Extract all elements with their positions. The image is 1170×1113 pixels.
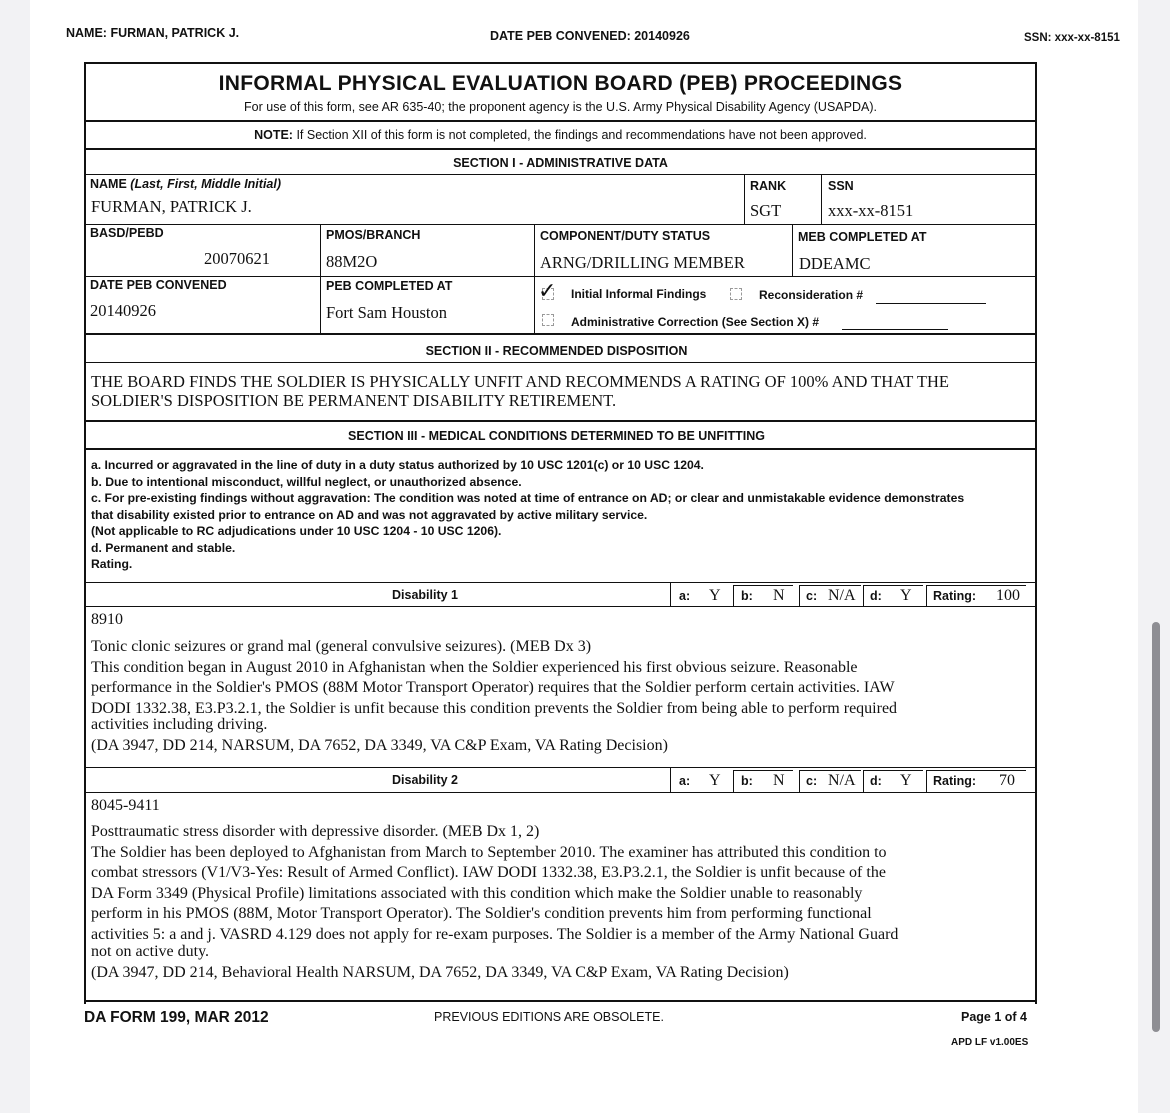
disability-1-line: performance in the Soldier's PMOS (88M Motor Transport Operator) requires that the Soldier perform certain activities. IAW: [91, 679, 895, 696]
disability-1-line: Tonic clonic seizures or grand mal (general convulsive seizures). (MEB Dx 3): [91, 638, 592, 655]
meb-label: MEB COMPLETED AT: [798, 230, 927, 244]
header-name: NAME: FURMAN, PATRICK J.: [66, 26, 240, 40]
disability-1-b-label: b:: [741, 589, 753, 603]
disposition-line-2: SOLDIER'S DISPOSITION BE PERMANENT DISABILITY RETIREMENT.: [91, 391, 617, 410]
divider: [86, 792, 1035, 793]
name-value: FURMAN, PATRICK J.: [91, 197, 252, 216]
divider: [86, 333, 1035, 335]
criteria-c-note: (Not applicable to RC adjudications under 10 USC 1204 - 10 USC 1206).: [91, 524, 502, 538]
disability-2-line: (DA 3947, DD 214, Behavioral Health NARSUM, DA 7652, DA 3349, VA C&P Exam, VA Rating Decision): [91, 963, 789, 981]
disability-2-a: Y: [709, 772, 721, 789]
divider: [86, 582, 1035, 583]
date-label: DATE PEB CONVENED: [90, 278, 227, 292]
meb-value: DDEAMC: [799, 254, 871, 273]
disability-1-b: N: [773, 587, 785, 604]
disability-1-title: Disability 1: [392, 588, 458, 602]
pmos-label: PMOS/BRANCH: [326, 228, 421, 242]
name-hint: (Last, First, Middle Initial): [130, 177, 281, 191]
note-label: NOTE:: [254, 128, 293, 142]
disability-1-line: DODI 1332.38, E3.P3.2.1, the Soldier is unfit because this condition prevents the Soldier from being able to perform required: [91, 699, 898, 717]
divider: [792, 224, 793, 277]
disability-2-a-label: a:: [679, 774, 691, 788]
ssn-label: SSN: [828, 179, 854, 193]
disability-2-rating-label: Rating:: [933, 774, 977, 788]
criteria-a: a. Incurred or aggravated in the line of duty in a duty status authorized by 10 USC 1201(c) or 10 USC 1204.: [91, 458, 704, 472]
disability-2-c-label: c:: [806, 774, 818, 788]
component-label: COMPONENT/DUTY STATUS: [540, 229, 711, 243]
criteria-list: [91, 457, 1031, 573]
reconsideration-checkbox[interactable]: [730, 288, 742, 300]
disability-1-a: Y: [709, 587, 721, 604]
disability-2-c: N/A: [828, 772, 856, 789]
obsolete-notice: PREVIOUS EDITIONS ARE OBSOLETE.: [434, 1010, 664, 1024]
divider: [821, 174, 822, 225]
divider: [86, 148, 1035, 150]
form-version: APD LF v1.00ES: [951, 1037, 1029, 1048]
criteria-d: d. Permanent and stable.: [91, 540, 236, 555]
initial-findings-label: Initial Informal Findings: [571, 287, 707, 301]
disability-1-line: This condition began in August 2010 in Afghanistan when the Soldier experienced his first obvious seizure. Reasonable: [91, 658, 858, 676]
form-subtitle: For use of this form, see AR 635-40; the proponent agency is the U.S. Army Physical Disability Agency (USAPDA).: [244, 100, 877, 114]
basd-label: BASD/PEBD: [90, 226, 164, 240]
checkmark-icon: ✓: [538, 278, 557, 303]
disability-2-d: Y: [900, 772, 912, 789]
name-label-text: NAME: [90, 177, 127, 191]
section3-heading: SECTION III - MEDICAL CONDITIONS DETERMINED TO BE UNFITTING: [348, 429, 765, 443]
disability-2-line: DA Form 3349 (Physical Profile) limitations associated with this condition which make the Soldier unable to reasonably: [91, 884, 863, 902]
criteria-c: c. For pre-existing findings without aggravation: The condition was noted at time of entrance on AD; or clear and unmistakable evidence demonstrates: [91, 491, 965, 505]
disability-2-title: Disability 2: [392, 773, 458, 787]
admin-correction-line[interactable]: [842, 329, 948, 330]
criteria-c-cont: that disability existed prior to entrance on AD and was not aggravated by active military service.: [91, 507, 648, 522]
basd-value: 20070621: [204, 249, 270, 268]
admin-correction-checkbox[interactable]: [542, 314, 554, 326]
reconsideration-line[interactable]: [876, 303, 986, 304]
disability-1-a-label: a:: [679, 589, 691, 603]
divider: [86, 606, 1035, 607]
disability-1-d-label: d:: [870, 589, 882, 603]
divider: [86, 276, 1035, 277]
disability-2-rating: 70: [999, 772, 1015, 789]
divider: [86, 362, 1035, 363]
form-note: [86, 128, 1035, 142]
disability-2-line: not on active duty.: [91, 943, 210, 960]
rank-value: SGT: [750, 201, 782, 220]
divider: [86, 224, 1035, 225]
header-ssn: SSN: xxx-xx-8151: [1024, 32, 1120, 44]
disability-2-d-label: d:: [870, 774, 882, 788]
disability-2-line: Posttraumatic stress disorder with depressive disorder. (MEB Dx 1, 2): [91, 823, 540, 840]
date-value: 20140926: [90, 301, 156, 320]
disability-1-line: (DA 3947, DD 214, NARSUM, DA 7652, DA 3349, VA C&P Exam, VA Rating Decision): [91, 736, 668, 754]
divider: [86, 174, 1035, 175]
disability-2-line: perform in his PMOS (88M, Motor Transport Operator). The Soldier's condition prevents him from performing functional: [91, 905, 872, 922]
peb-at-value: Fort Sam Houston: [326, 303, 448, 322]
disability-2-text: [91, 822, 1031, 983]
disability-1-c: N/A: [828, 587, 856, 604]
form-title: INFORMAL PHYSICAL EVALUATION BOARD (PEB) PROCEEDINGS: [218, 72, 903, 95]
section1-heading: SECTION I - ADMINISTRATIVE DATA: [453, 156, 668, 170]
form-bottom-border: [84, 1000, 1037, 1002]
section2-heading: SECTION II - RECOMMENDED DISPOSITION: [425, 344, 688, 358]
scrollbar-thumb[interactable]: [1152, 622, 1160, 1032]
form-id: DA FORM 199, MAR 2012: [84, 1009, 269, 1026]
rank-label: RANK: [750, 179, 787, 193]
disposition-line-1: THE BOARD FINDS THE SOLDIER IS PHYSICALLY UNFIT AND RECOMMENDS A RATING OF 100% AND THAT THE: [91, 372, 949, 391]
disability-1-text: [91, 637, 1031, 756]
component-value: ARNG/DRILLING MEMBER: [540, 253, 745, 272]
disability-1-c-label: c:: [806, 589, 818, 603]
criteria-rating: Rating.: [91, 557, 133, 571]
disability-2-line: The Soldier has been deployed to Afghanistan from March to September 2010. The examiner has attributed this condition to: [91, 843, 887, 861]
disability-2-line: combat stressors (V1/V3-Yes: Result of Armed Conflict). IAW DODI 1332.38, E3.P3.2.1, the Soldier is unfit because of the: [91, 864, 886, 881]
reconsideration-label: Reconsideration #: [759, 288, 864, 302]
divider: [320, 224, 321, 334]
divider: [534, 224, 535, 334]
divider: [670, 582, 671, 606]
admin-correction-label: Administrative Correction (See Section X) #: [571, 315, 820, 329]
disability-2-line: activities 5: a and j. VASRD 4.129 does not apply for re-exam purposes. The Soldier is a member of the Army National Guard: [91, 925, 899, 943]
page-number: Page 1 of 4: [961, 1010, 1027, 1024]
disability-2-code: 8045-9411: [91, 797, 160, 814]
divider: [744, 174, 745, 225]
divider: [86, 420, 1035, 422]
disability-2-b: N: [773, 772, 785, 789]
disability-1-rating: 100: [996, 587, 1020, 604]
name-label: [90, 177, 281, 191]
ssn-value: xxx-xx-8151: [828, 201, 914, 220]
divider: [86, 767, 1035, 768]
disability-1-d: Y: [900, 587, 912, 604]
disability-1-code: 8910: [91, 611, 123, 628]
divider: [86, 448, 1035, 450]
pmos-value: 88M2O: [326, 252, 378, 271]
divider: [86, 120, 1035, 122]
disability-1-line: activities including driving.: [91, 716, 268, 733]
peb-at-label: PEB COMPLETED AT: [326, 279, 453, 293]
note-text: If Section XII of this form is not completed, the findings and recommendations have not been approved.: [296, 128, 867, 142]
criteria-b: b. Due to intentional misconduct, willful neglect, or unauthorized absence.: [91, 474, 522, 489]
disability-2-b-label: b:: [741, 774, 753, 788]
disability-1-rating-label: Rating:: [933, 589, 977, 603]
divider: [670, 767, 671, 792]
header-date-convened: DATE PEB CONVENED: 20140926: [490, 29, 690, 43]
